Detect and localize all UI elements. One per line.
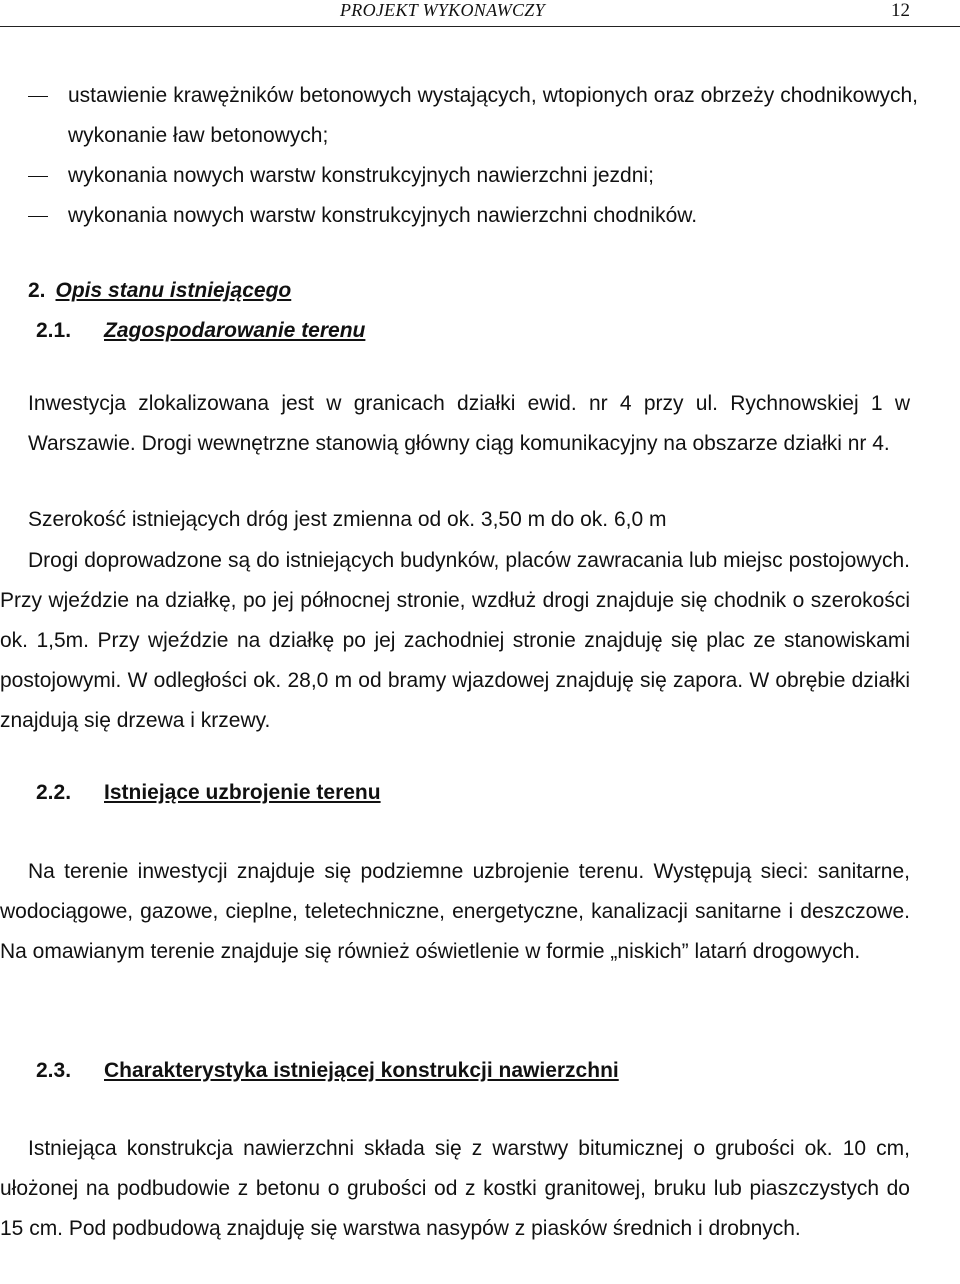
- subsection-number: 2.2.: [36, 781, 72, 804]
- section-title: Opis stanu istniejącego: [55, 279, 292, 302]
- subsection-number: 2.3.: [36, 1059, 72, 1082]
- subsection-title: Zagospodarowanie terenu: [104, 319, 366, 342]
- subsection-title: Istniejące uzbrojenie terenu: [104, 781, 381, 804]
- list-item-text: wykonania nowych warstw konstrukcyjnych nawierzchni jezdni;: [68, 164, 654, 187]
- subsection-heading: [36, 1056, 619, 1086]
- page-header: [0, 0, 960, 27]
- subsection-number: 2.1.: [36, 319, 72, 342]
- subsection-heading: [36, 316, 365, 346]
- paragraph: Istniejąca konstrukcja nawierzchni składa się z warstwy bitumicznej o grubości ok. 10 cm, ułożonej na podbudowie z betonu o grubości od z kostki granitowej, bruku lub piaszczystych do 15 cm. Pod podbudową znajduję się warstwa nasypów z piasków średnich i drobnych.: [0, 1137, 910, 1240]
- subsection-heading: [36, 778, 381, 808]
- list-item-text: ustawienie krawężników betonowych wystających, wtopionych oraz obrzeży chodnikowych, wykonanie ław betonowych;: [68, 84, 918, 147]
- section-heading: [28, 276, 291, 306]
- page-number: 12: [891, 0, 910, 21]
- list-item-text: wykonania nowych warstw konstrukcyjnych nawierzchni chodników.: [68, 204, 698, 227]
- document-title: PROJEKT WYKONAWCZY: [340, 0, 545, 20]
- paragraph: Inwestycja zlokalizowana jest w granicach działki ewid. nr 4 przy ul. Rychnowskiej 1 w Warszawie. Drogi wewnętrzne stanowią główny ciąg komunikacyjny na obszarze działki nr 4.: [28, 392, 910, 455]
- paragraph: Drogi doprowadzone są do istniejących budynków, placów zawracania lub miejsc postojowych. Przy wjeździe na działkę, po jej północnej stronie, wzdłuż drogi znajduje się chodnik o szerokości ok. 1,5m. Przy wjeździe na działkę po jej zachodniej stronie znajduję się plac ze stanowiskami postojowymi. W odległości ok. 28,0 m od bramy wjazdowej znajduję się zapora. W obrębie działki znajdują się drzewa i krzewy.: [0, 549, 910, 732]
- section-number: 2.: [28, 279, 46, 302]
- subsection-title: Charakterystyka istniejącej konstrukcji nawierzchni: [104, 1059, 619, 1082]
- paragraph: Szerokość istniejących dróg jest zmienna od ok. 3,50 m do ok. 6,0 m: [28, 508, 667, 531]
- paragraph: Na terenie inwestycji znajduje się podziemne uzbrojenie terenu. Występują sieci: sanitarne, wodociągowe, gazowe, cieplne, teletechniczne, energetyczne, kanalizacji sanitarne i deszczowe. Na omawianym terenie znajduje się również oświetlenie w formie „niskich” latarń drogowych.: [0, 860, 910, 963]
